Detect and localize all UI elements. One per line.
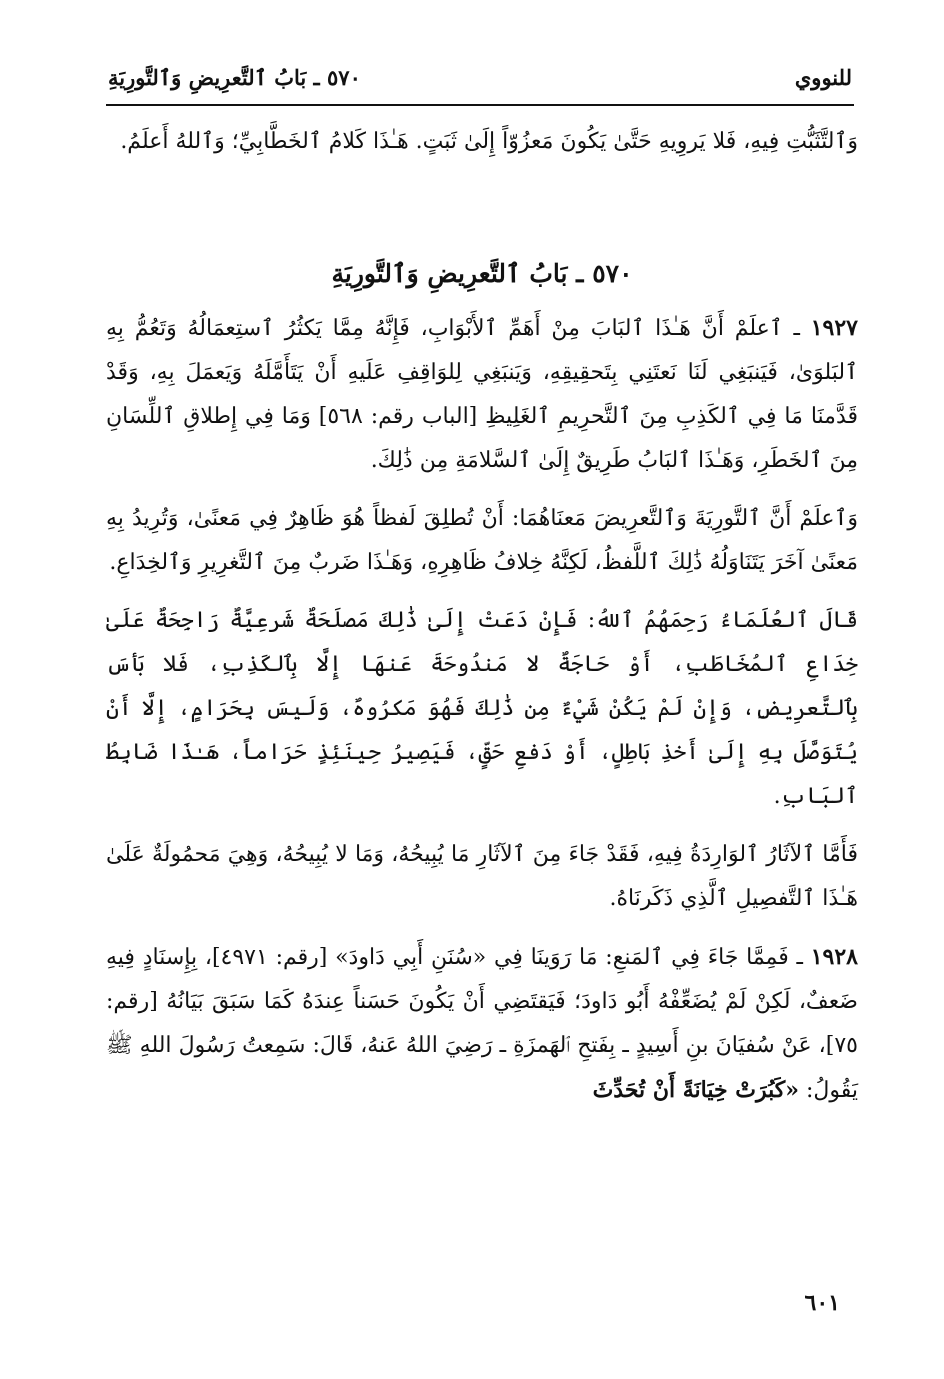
paragraph-1928 [106,935,858,1113]
paragraph-definition: وَٱعلَمْ أَنَّ ٱلتَّورِيَةَ وَٱلتَّعرِيضَ مَعنَاهُمَا: أَنْ تُطلِقَ لَفظاً هُوَ ظَاهِرٌ فِي مَعنًىٰ، وَتُرِيدُ بِهِ مَعنًىٰ آخَرَ يَتَنَاوَلُهُ ذَٰلِكَ ٱللَّفظُ، لَكِنَّهُ خِلافُ ظَاهِرِهِ، وَهَـٰذَا ضَربٌ مِنَ ٱلتَّغرِيرِ وَٱلخِدَاعِ. [106,506,858,575]
hadith-number-1928: ١٩٢٨ [810,944,858,970]
paragraph-narrations: فَأَمَّا ٱلآثَارُ ٱلوَارِدَةُ فِيهِ، فَقَدْ جَاءَ مِنَ ٱلآثَارِ مَا يُبِيحُهُ، وَمَا لا يُبِيحُهُ، وَهِيَ مَحمُولَةٌ عَلَىٰ هَـٰذَا ٱلتَّفصِيلِ ٱلَّذِي ذَكَرنَاهُ. [106,842,858,911]
paragraph-scholars: قَالَ ٱلعُلَمَاءُ رَحِمَهُمُ ٱللهُ: فَإِنْ دَعَتْ إِلَىٰ ذَٰلِكَ مَصلَحَةٌ شَرعِيَّةٌ رَاجِحَةٌ عَلَىٰ خِدَاعِ ٱلمُخَاطَبِ، أَوْ حَاجَةٌ لا مَندُوحَةَ عَنهَا إِلَّا بِٱلكَذِبِ، فَلا بَأسَ بِٱلتَّعرِيضِ، وَإِنْ لَمْ يَكُنْ شَيْءٌ مِن ذَٰلِكَ فَهُوَ مَكرُوهٌ، وَلَيسَ بِحَرَامٍ، إِلَّا أَنْ يُتَوَصَّلَ بِهِ إِلَىٰ أَخذِ بَاطِلٍ، أَوْ دَفعِ حَقٍّ، فَيَصِيرُ حِينَئِذٍ حَرَاماً، هَـٰذَا ضَابِطُ ٱلبَابِ. [106,608,858,809]
paragraph-1928-text: ـ فَمِمَّا جَاءَ فِي ٱلمَنعِ: مَا رَوَينَا فِي «سُنَنِ أَبِي دَاودَ» [رقم: ٤٩٧١]، بِإِسنَادٍ فِيهِ ضَعفٌ، لَكِنْ لَمْ يُضَعِّفْهُ أَبُو دَاودَ؛ فَيَقتَضِي أَنْ يَكُونَ حَسَناً عِندَهُ كَمَا سَبَقَ بَيَانُهُ [رقم: ٧٥]، عَنْ سُفيَانَ بنِ أَسِيدٍ ـ بِفَتحِ ٱلهَمزَةِ ـ رَضِيَ اللهُ عَنهُ، قَالَ: سَمِعتُ رَسُولَ اللهِ ﷺ يَقُولُ: [106,945,858,1103]
running-header [108,58,852,96]
hadith-quote: «كَبُرَتْ خِيَانَةً أَنْ تُحَدِّثَ [592,1077,799,1103]
page-number: ٦٠١ [804,1290,840,1316]
section-heading: ٥٧٠ ـ بَابُ ٱلتَّعرِيضِ وَٱلتَّورِيَةِ [331,259,633,288]
paragraph-1927-text: ـ ٱعلَمْ أَنَّ هَـٰذَا ٱلبَابَ مِنْ أَهَمِّ ٱلأَبْوَابِ، فَإِنَّهُ مِمَّا يَكثُرُ ٱستِعمَالُهُ وَتَعُمُّ بِهِ ٱلبَلوَىٰ، فَيَنبَغِي لَنَا نَعتَنِي بِتَحقِيقِهِ، وَيَنبَغِي لِلوَاقِفِ عَلَيهِ أَنْ يَتَأَمَّلَهُ وَيَعمَلَ بِهِ، وَقَدْ قَدَّمنَا مَا فِي ٱلكَذِبِ مِنَ ٱلتَّحرِيمِ ٱلغَلِيظِ [الباب رقم: ٥٦٨] وَمَا فِي إِطلاقِ ٱللِّسَانِ مِنَ ٱلخَطَرِ، وَهَـٰذَا ٱلبَابُ طَرِيقٌ إِلَىٰ ٱلسَّلامَةِ مِن ذَٰلِكَ. [106,316,859,473]
hadith-number-1927: ١٩٢٧ [810,315,858,341]
paragraph-1927 [106,306,858,483]
page-body [106,120,858,1113]
header-divider [106,104,854,106]
header-chapter-title: ٥٧٠ ـ بَابُ ٱلتَّعرِيضِ وَٱلتَّورِيَةِ [108,64,361,90]
paragraph-continuation: وَٱلتَّثَبُّتِ فِيهِ، فَلا يَروِيهِ حَتَّىٰ يَكُونَ مَعزُوّاً إِلَىٰ ثَبَتٍ. هَـٰذَا كَلامُ ٱلخَطَّابِيِّ؛ وَٱللهُ أَعلَمُ. [120,129,858,154]
header-author: للنووي [794,64,852,90]
